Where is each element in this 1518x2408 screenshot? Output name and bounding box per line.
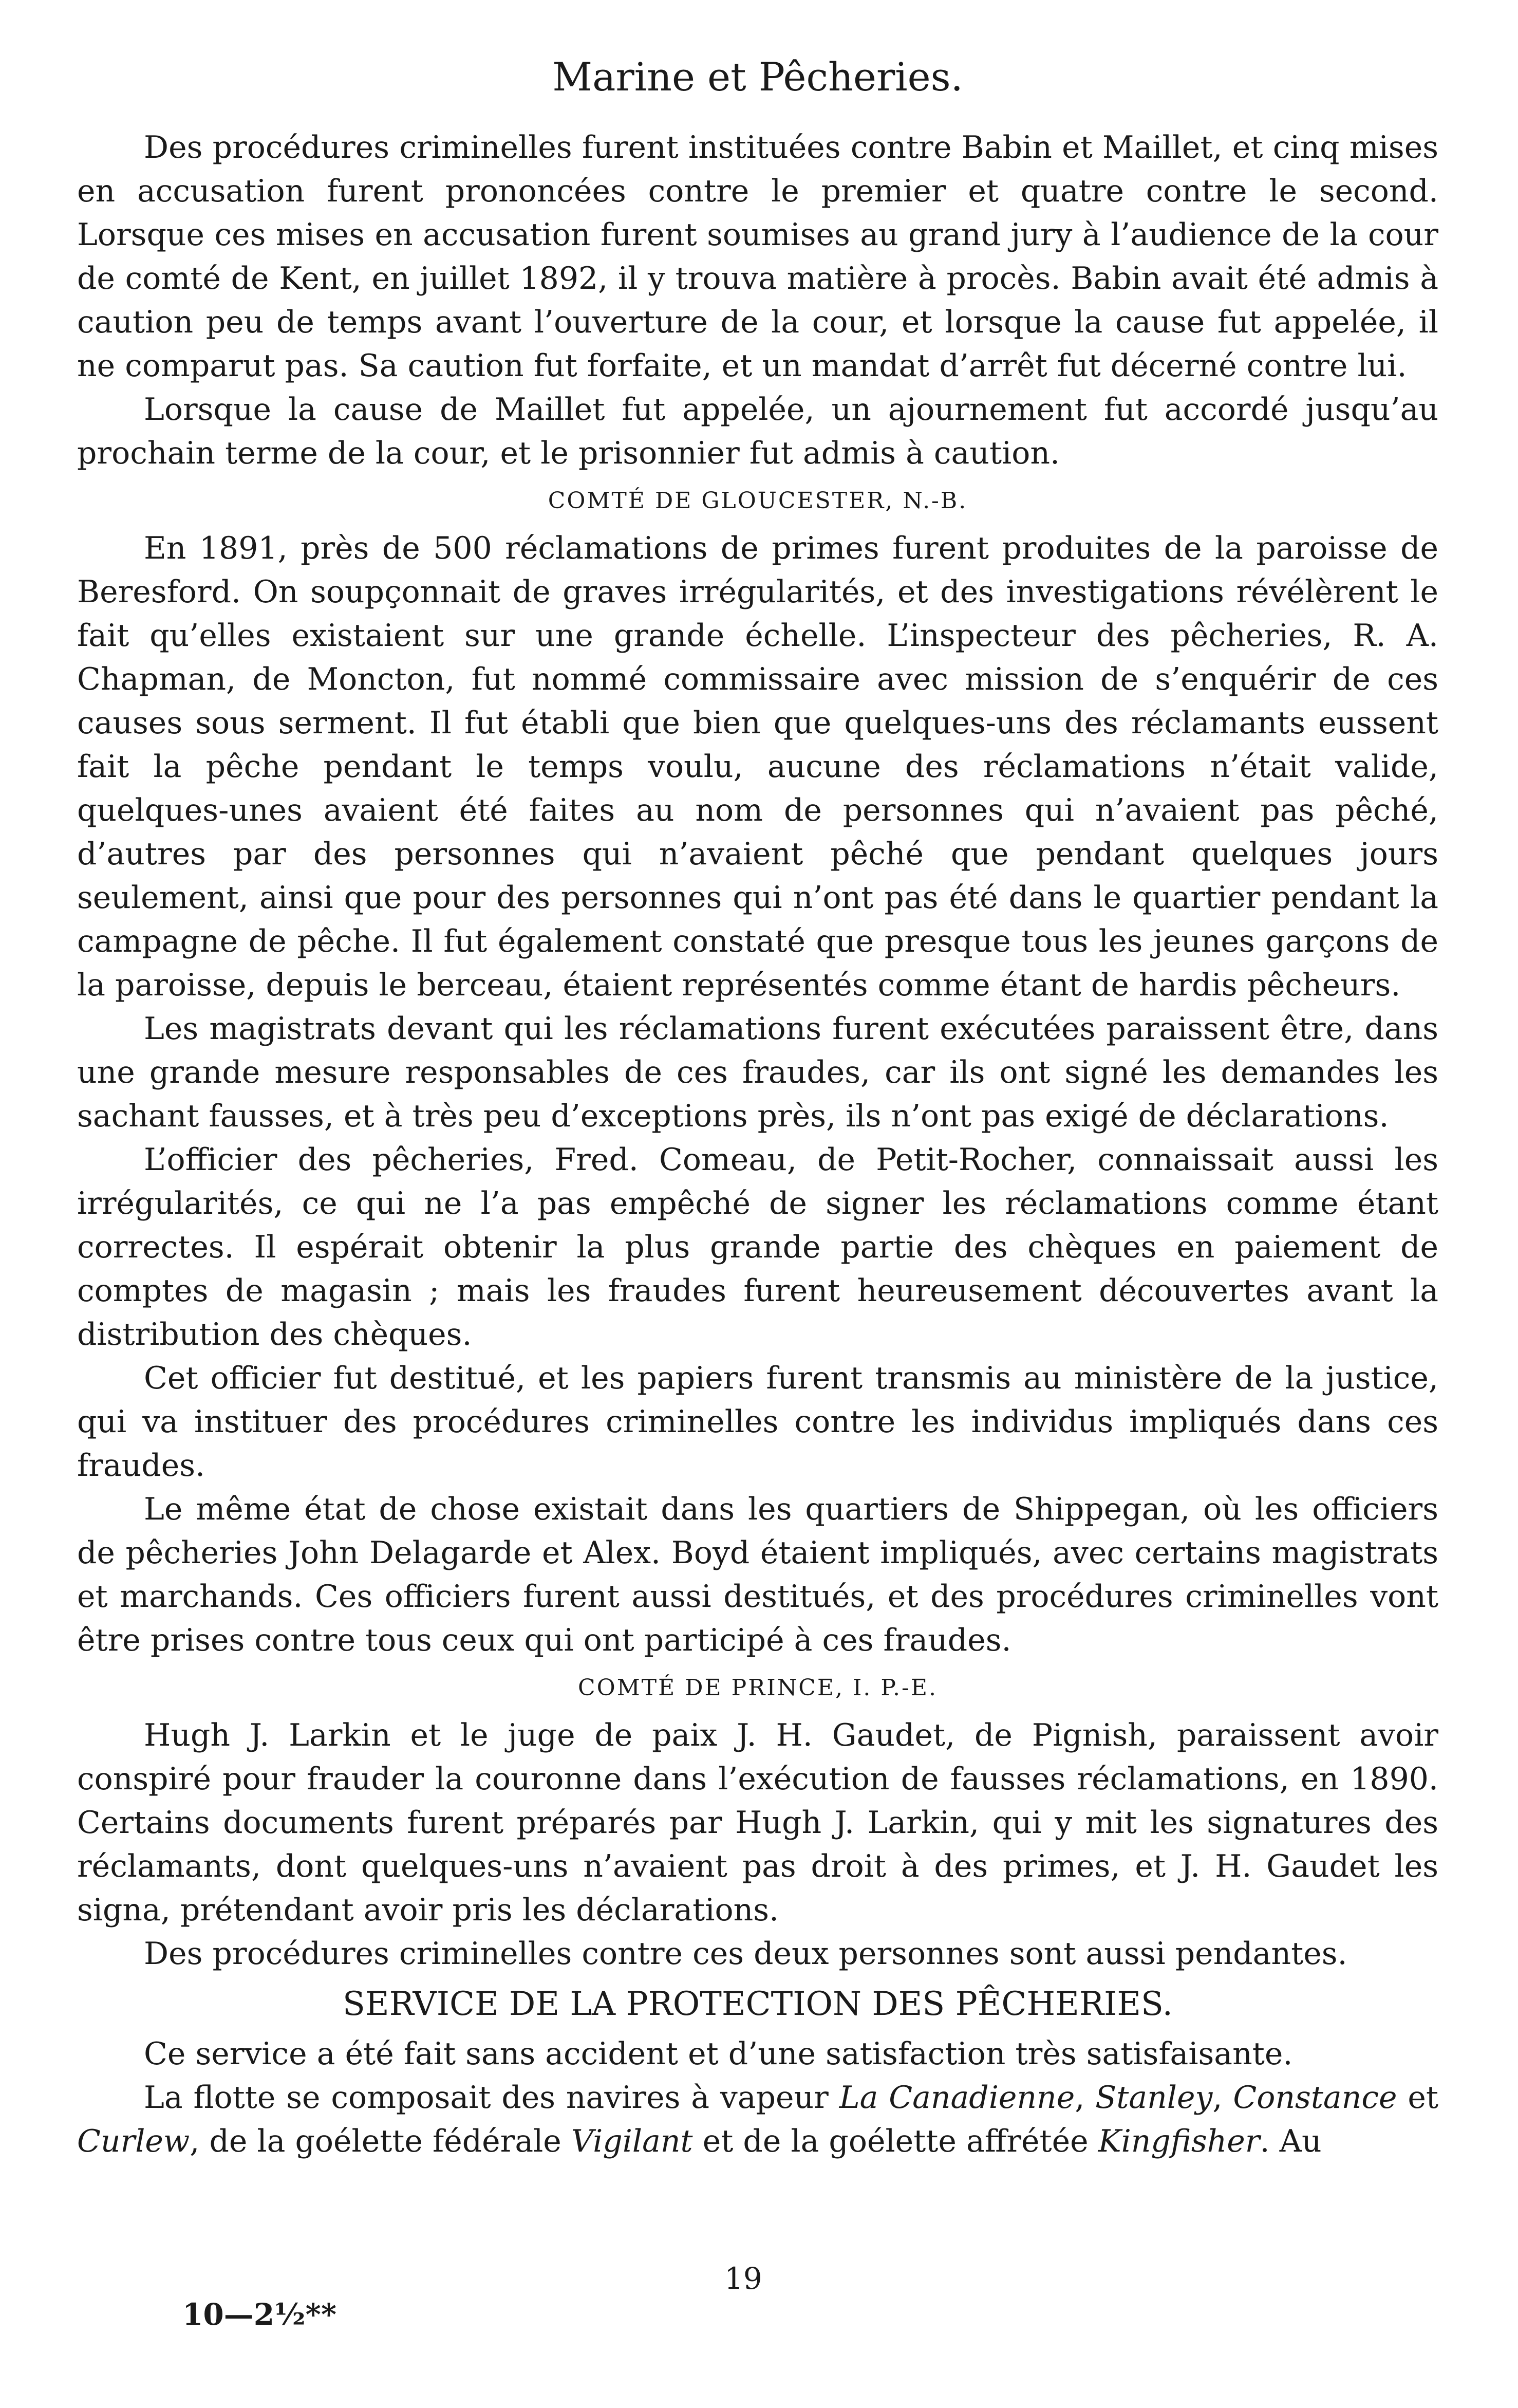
text-run: , bbox=[1075, 2080, 1096, 2116]
paragraph: Lorsque la cause de Maillet fut appelée, un ajournement fut accordé jusqu’au prochain terme de la cour, et le prisonnier fut admis à caution. bbox=[77, 392, 1438, 471]
running-head: Marine et Pêcheries. bbox=[552, 54, 963, 100]
paragraph: Cet officier fut destitué, et les papiers furent transmis au ministère de la justice, qui va instituer des procédures criminelles contre les individus impliqués dans ces fraudes. bbox=[77, 1360, 1438, 1484]
paragraph: Des procédures criminelles contre ces deux personnes sont aussi pendantes. bbox=[144, 1936, 1347, 1972]
text-run: et bbox=[1397, 2080, 1438, 2116]
page-number: 19 bbox=[724, 2261, 762, 2296]
text-run: et de la goélette affrétée bbox=[692, 2123, 1098, 2159]
text-run: . Au bbox=[1260, 2123, 1322, 2159]
page-body bbox=[77, 49, 1438, 2163]
ship-name: La Canadienne bbox=[839, 2080, 1075, 2116]
section-heading-prince: COMTÉ DE PRINCE, I. P.-E. bbox=[577, 1675, 938, 1701]
text-run: , bbox=[1212, 2080, 1233, 2116]
ship-name: Kingfisher bbox=[1098, 2123, 1260, 2159]
paragraph: Ce service a été fait sans accident et d’une satisfaction très satisfaisante. bbox=[144, 2036, 1293, 2072]
paragraph: L’officier des pêcheries, Fred. Comeau, de Petit-Rocher, connaissait aussi les irrégularités, ce qui ne l’a pas empêché de signer les réclamations comme étant correctes. Il espérait obtenir la plus grande partie des chèques en paiement de comptes de magasin ; mais les fraudes furent heureusement découvertes avant la distribution des chèques. bbox=[77, 1142, 1438, 1353]
paragraph: Hugh J. Larkin et le juge de paix J. H. Gaudet, de Pignish, paraissent avoir conspiré pour frauder la couronne dans l’exécution de fausses réclamations, en 1890. Certains documents furent préparés par Hugh J. Larkin, qui y mit les signatures des réclamants, dont quelques-uns n’avaient pas droit à des primes, et J. H. Gaudet les signa, prétendant avoir pris les déclarations. bbox=[77, 1717, 1438, 1928]
section-heading-protection: SERVICE DE LA PROTECTION DES PÊCHERIES. bbox=[343, 1985, 1173, 2023]
ship-name: Curlew bbox=[77, 2123, 190, 2159]
section-heading-gloucester: COMTÉ DE GLOUCESTER, N.-B. bbox=[548, 488, 968, 514]
text-run: , de la goélette fédérale bbox=[190, 2123, 571, 2159]
paragraph: En 1891, près de 500 réclamations de primes furent produites de la paroisse de Beresford. On soupçonnait de graves irrégularités, et des investigations révélèrent le fait qu’elles existaient sur une grande échelle. L’inspecteur des pêcheries, R. A. Chapman, de Moncton, fut nommé commissaire avec mission de s’enquérir de ces causes sous serment. Il fut établi que bien que quelques-uns des réclamants eussent fait la pêche pendant le temps voulu, aucune des réclamations n’était valide, quelques-unes avaient été faites au nom de personnes qui n’avaient pas pêché, d’autres par des personnes qui n’avaient pêché que pendant quelques jours seulement, ainsi que pour des personnes qui n’ont pas été dans le quartier pendant la campagne de pêche. Il fut également constaté que presque tous les jeunes garçons de la paroisse, depuis le berceau, étaient représentés comme étant de hardis pêcheurs. bbox=[77, 530, 1438, 1003]
ship-name: Stanley bbox=[1095, 2080, 1213, 2116]
paragraph-fleet bbox=[77, 2076, 1438, 2163]
paragraph: Le même état de chose existait dans les quartiers de Shippegan, où les officiers de pêcheries John Delagarde et Alex. Boyd étaient impliqués, avec certains magistrats et marchands. Ces officiers furent aussi destitués, et des procédures criminelles vont être prises contre tous ceux qui ont participé à ces fraudes. bbox=[77, 1491, 1438, 1658]
paragraph: Des procédures criminelles furent instituées contre Babin et Maillet, et cinq mises en accusation furent prononcées contre le premier et quatre contre le second. Lorsque ces mises en accusation furent soumises au grand jury à l’audience de la cour de comté de Kent, en juillet 1892, il y trouva matière à procès. Babin avait été admis à caution peu de temps avant l’ouverture de la cour, et lorsque la cause fut appelée, il ne comparut pas. Sa caution fut forfaite, et un mandat d’arrêt fut décerné contre lui. bbox=[77, 129, 1438, 384]
ship-name: Constance bbox=[1233, 2080, 1397, 2116]
text-run: La flotte se composait des navires à vapeur bbox=[144, 2080, 839, 2116]
ship-name: Vigilant bbox=[571, 2123, 693, 2159]
signature-mark: 10—2½** bbox=[182, 2297, 337, 2332]
paragraph: Les magistrats devant qui les réclamations furent exécutées paraissent être, dans une grande mesure responsables de ces fraudes, car ils ont signé les demandes les sachant fausses, et à très peu d’exceptions près, ils n’ont pas exigé de déclarations. bbox=[77, 1011, 1438, 1134]
